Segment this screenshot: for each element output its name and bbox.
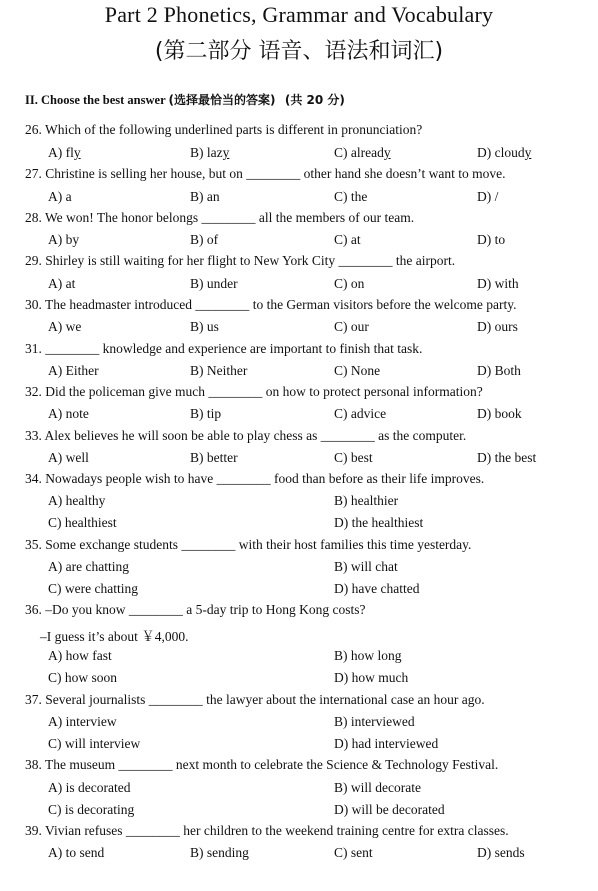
- option-29-b[interactable]: B) under: [190, 276, 238, 291]
- option-text: B) laz: [190, 145, 223, 160]
- option-35-d[interactable]: D) have chatted: [334, 581, 420, 596]
- option-37-c[interactable]: C) will interview: [48, 736, 141, 751]
- option-34-c[interactable]: C) healthiest: [48, 515, 117, 530]
- option-38-c[interactable]: C) is decorating: [48, 802, 135, 817]
- question-30: 30. The headmaster introduced ________ to the German visitors before the welcome party.: [25, 297, 517, 312]
- option-text: D) cloud: [477, 145, 525, 160]
- option-27-a[interactable]: A) a: [48, 189, 72, 204]
- option-26-d[interactable]: [477, 145, 531, 161]
- question-36-reply: –I guess it’s about ￥4,000.: [40, 629, 189, 644]
- option-30-b[interactable]: B) us: [190, 319, 219, 334]
- option-33-c[interactable]: C) best: [334, 450, 373, 465]
- option-39-c[interactable]: C) sent: [334, 845, 373, 860]
- underlined-part: y: [383, 145, 391, 160]
- option-36-b[interactable]: B) how long: [334, 648, 402, 663]
- option-29-d[interactable]: D) with: [477, 276, 519, 291]
- option-32-a[interactable]: A) note: [48, 406, 89, 421]
- question-26: 26. Which of the following underlined parts is different in pronunciation?: [25, 122, 423, 137]
- option-32-b[interactable]: B) tip: [190, 406, 222, 421]
- option-33-a[interactable]: A) well: [48, 450, 89, 465]
- option-31-d[interactable]: D) Both: [477, 363, 521, 378]
- question-27: 27. Christine is selling her house, but on ________ other hand she doesn’t want to move.: [25, 166, 506, 181]
- option-34-b[interactable]: B) healthier: [334, 493, 399, 508]
- option-36-d[interactable]: D) how much: [334, 670, 409, 685]
- part-title-chinese: (第二部分 语音、语法和词汇): [154, 39, 444, 64]
- option-35-a[interactable]: A) are chatting: [48, 559, 129, 574]
- option-30-d[interactable]: D) ours: [477, 319, 518, 334]
- option-34-d[interactable]: D) the healthiest: [334, 515, 424, 530]
- underlined-part: y: [524, 145, 532, 160]
- question-39: 39. Vivian refuses ________ her children to the weekend training centre for extra classes.: [25, 823, 509, 838]
- option-33-d[interactable]: D) the best: [477, 450, 537, 465]
- option-36-c[interactable]: C) how soon: [48, 670, 118, 685]
- question-32: 32. Did the policeman give much ________ on how to protect personal information?: [25, 384, 483, 399]
- question-38: 38. The museum ________ next month to celebrate the Science & Technology Festival.: [25, 757, 499, 772]
- option-text: A) fl: [48, 145, 74, 160]
- option-35-c[interactable]: C) were chatting: [48, 581, 138, 596]
- underlined-part: y: [222, 145, 230, 160]
- option-37-b[interactable]: B) interviewed: [334, 714, 415, 729]
- question-36: 36. –Do you know ________ a 5-day trip to Hong Kong costs?: [25, 602, 366, 617]
- question-37: 37. Several journalists ________ the lawyer about the international case an hour ago.: [25, 692, 485, 707]
- option-28-a[interactable]: A) by: [48, 232, 80, 247]
- option-29-c[interactable]: C) on: [334, 276, 365, 291]
- option-35-b[interactable]: B) will chat: [334, 559, 398, 574]
- option-37-a[interactable]: A) interview: [48, 714, 117, 729]
- section-heading: [25, 91, 345, 108]
- option-28-c[interactable]: C) at: [334, 232, 361, 247]
- underlined-part: y: [73, 145, 81, 160]
- section-points: (共 20 分): [284, 93, 345, 107]
- section-title-chinese: (选择最恰当的答案): [168, 93, 276, 107]
- option-text: C) alread: [334, 145, 384, 160]
- option-26-b[interactable]: [190, 145, 229, 161]
- option-38-b[interactable]: B) will decorate: [334, 780, 421, 795]
- option-31-a[interactable]: A) Either: [48, 363, 99, 378]
- option-30-a[interactable]: A) we: [48, 319, 82, 334]
- option-31-c[interactable]: C) None: [334, 363, 381, 378]
- option-27-d[interactable]: D) /: [477, 189, 499, 204]
- option-36-a[interactable]: A) how fast: [48, 648, 112, 663]
- option-31-b[interactable]: B) Neither: [190, 363, 248, 378]
- option-38-a[interactable]: A) is decorated: [48, 780, 131, 795]
- option-39-a[interactable]: A) to send: [48, 845, 105, 860]
- option-32-c[interactable]: C) advice: [334, 406, 387, 421]
- question-35: 35. Some exchange students ________ with their host families this time yesterday.: [25, 537, 472, 552]
- option-28-b[interactable]: B) of: [190, 232, 219, 247]
- option-39-d[interactable]: D) sends: [477, 845, 525, 860]
- option-33-b[interactable]: B) better: [190, 450, 238, 465]
- option-28-d[interactable]: D) to: [477, 232, 506, 247]
- question-29: 29. Shirley is still waiting for her flight to New York City ________ the airport.: [25, 253, 456, 268]
- option-37-d[interactable]: D) had interviewed: [334, 736, 439, 751]
- option-32-d[interactable]: D) book: [477, 406, 522, 421]
- option-26-a[interactable]: [48, 145, 81, 161]
- question-33: 33. Alex believes he will soon be able to play chess as ________ as the computer.: [25, 428, 467, 443]
- option-27-b[interactable]: B) an: [190, 189, 220, 204]
- section-title: II. Choose the best answer: [25, 93, 166, 107]
- part-title: Part 2 Phonetics, Grammar and Vocabulary: [104, 2, 494, 27]
- option-39-b[interactable]: B) sending: [190, 845, 249, 860]
- question-28: 28. We won! The honor belongs ________ all the members of our team.: [25, 210, 415, 225]
- option-30-c[interactable]: C) our: [334, 319, 369, 334]
- question-31: 31. ________ knowledge and experience are important to finish that task.: [25, 341, 423, 356]
- option-38-d[interactable]: D) will be decorated: [334, 802, 445, 817]
- question-34: 34. Nowadays people wish to have ________ food than before as their life improves.: [25, 471, 485, 486]
- option-27-c[interactable]: C) the: [334, 189, 368, 204]
- option-29-a[interactable]: A) at: [48, 276, 76, 291]
- option-34-a[interactable]: A) healthy: [48, 493, 106, 508]
- option-26-c[interactable]: [334, 145, 391, 161]
